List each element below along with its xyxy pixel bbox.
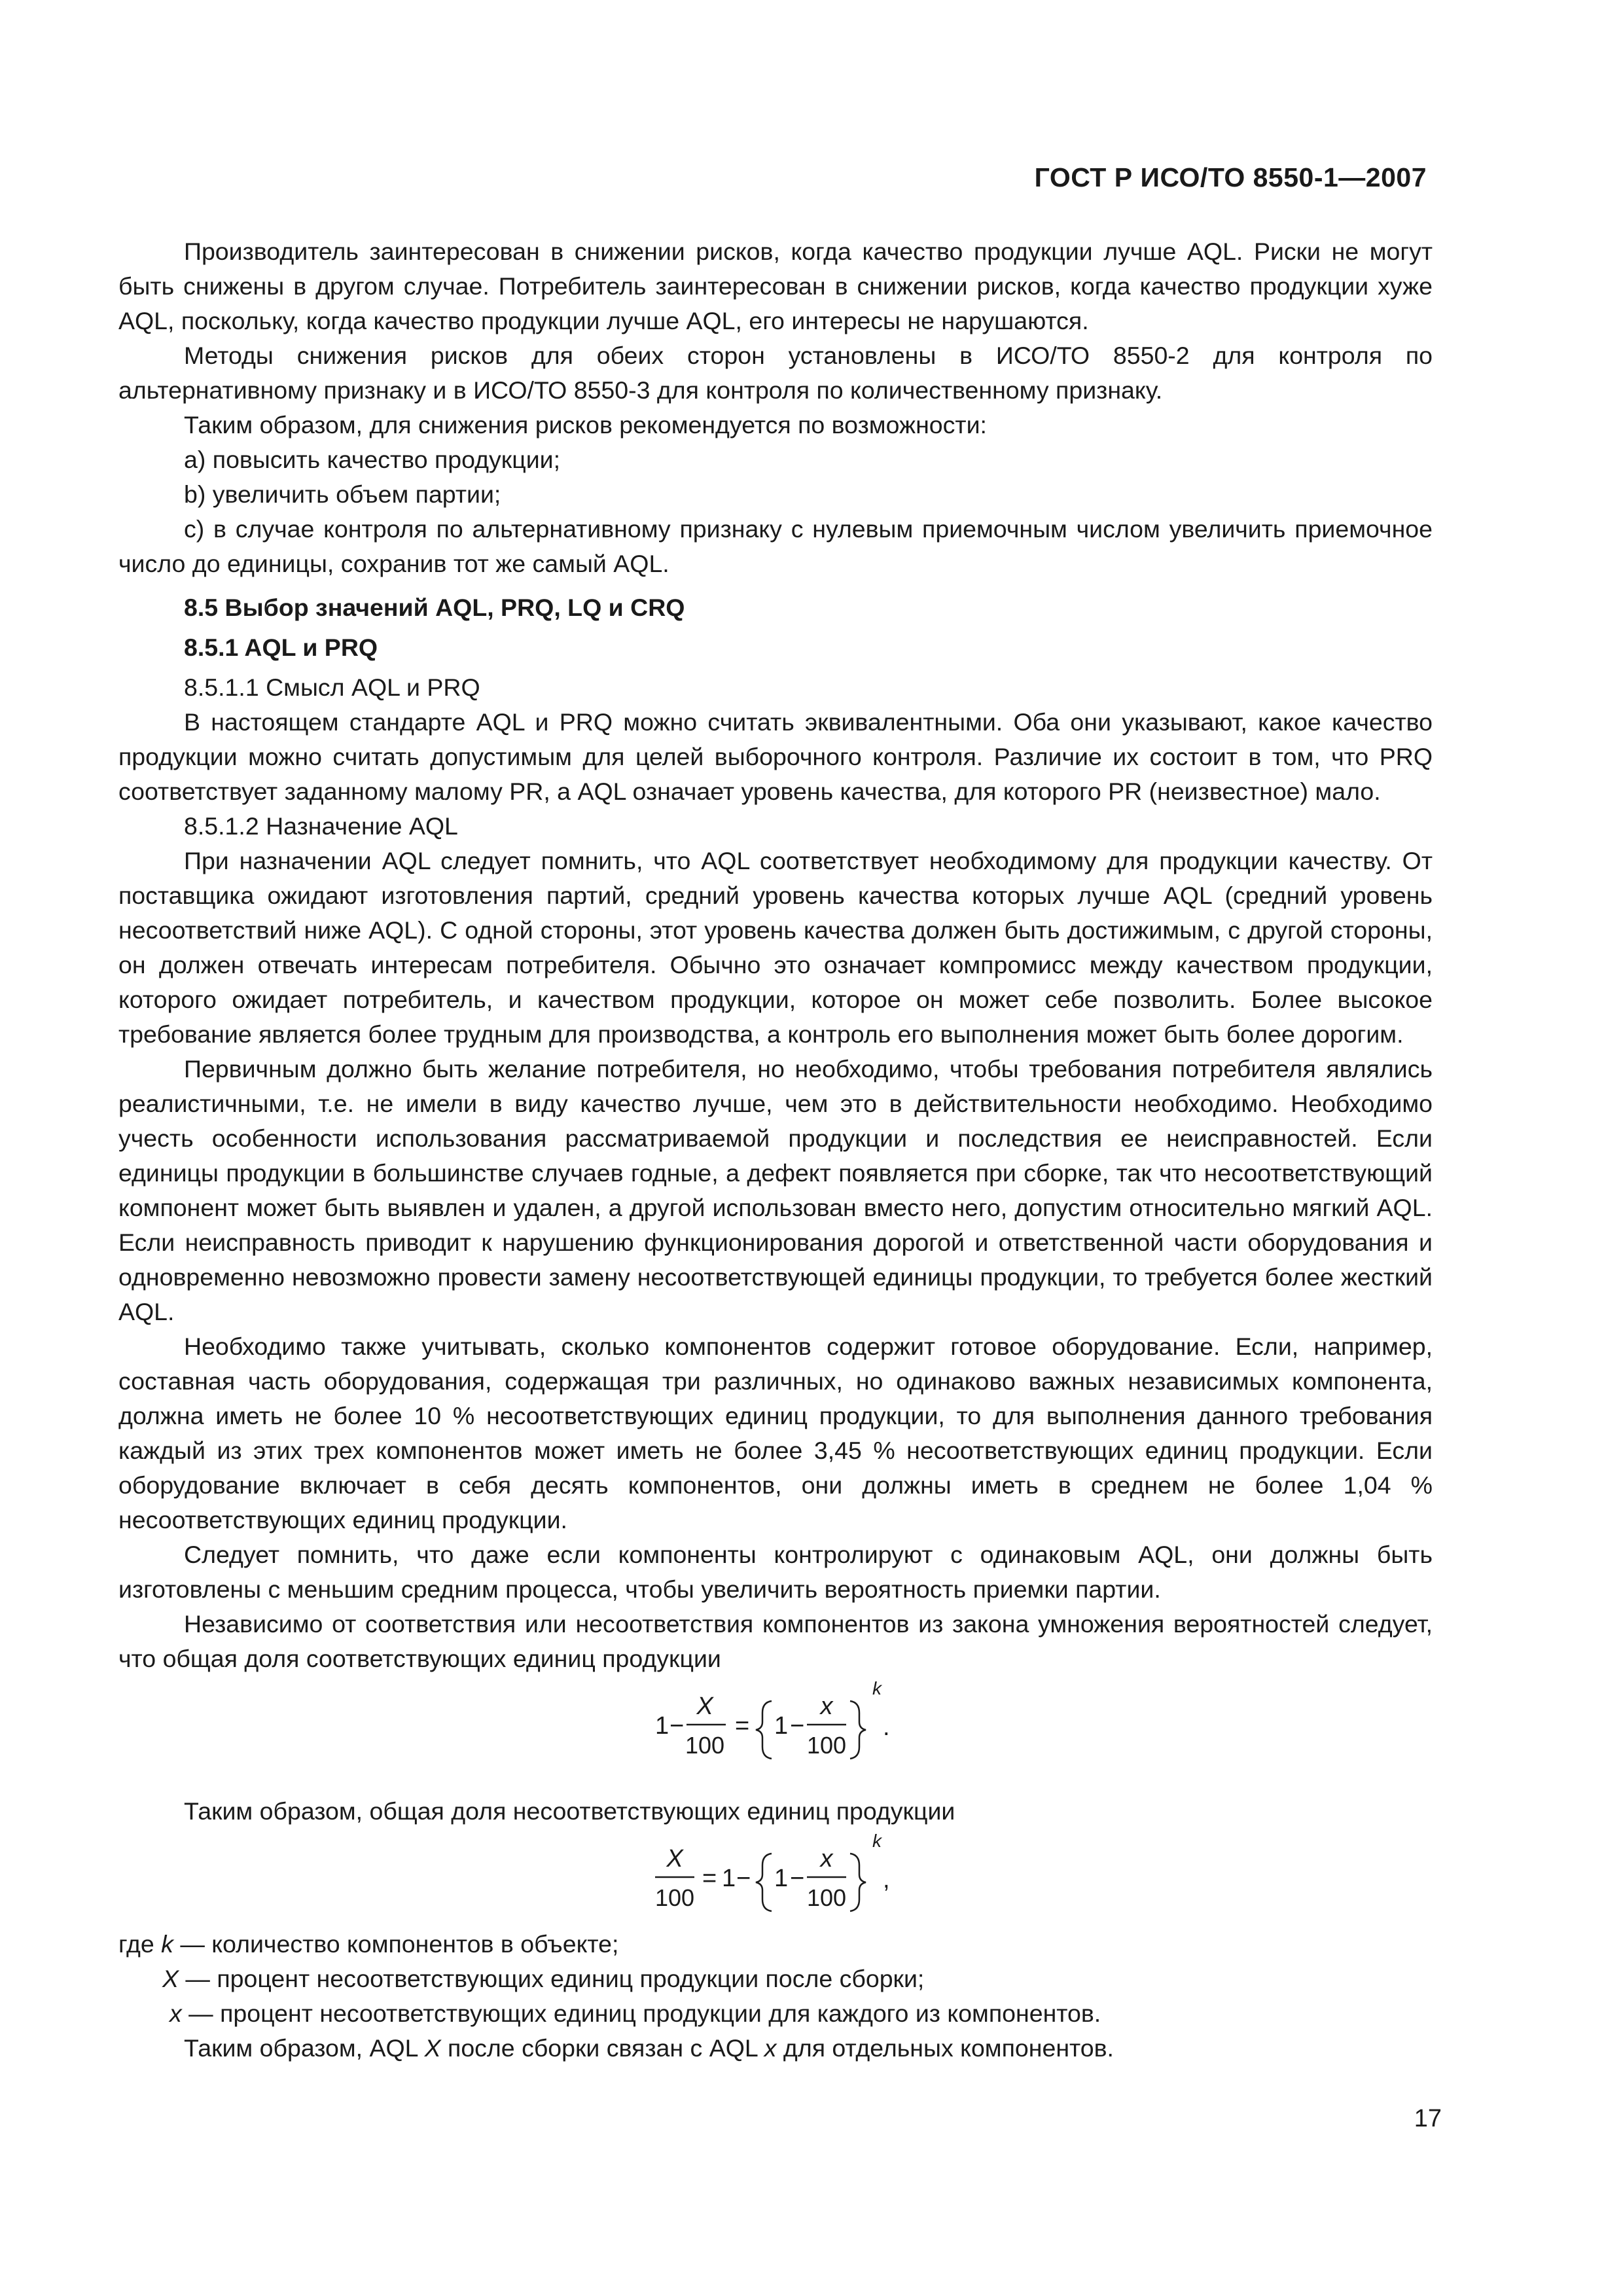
subsection-heading: 8.5.1 AQL и PRQ	[184, 634, 378, 661]
paragraph: При назначении AQL следует помнить, что AQL соответствует необходимому для продукции качеству. От поставщика ожидают изготовления партий, средний уровень качества которых лучше AQL (средний уровень несоответствий ниже AQL). С одной стороны, этот уровень качества должен быть достижимым, с другой стороны, он должен отвечать интересам потребителя. Обычно это означает компромисс между качеством продукции, которого ожидает потребитель, и качеством продукции, которое он может себе позволить. Более высокое требование является более трудным для производства, а контроль его выполнения может быть более дорогим.	[118, 847, 1433, 1048]
paragraph: Следует помнить, что даже если компоненты контролируют с одинаковым AQL, они должны быть изготовлены с меньшим средним процесса, чтобы увеличить вероятность приемки партии.	[118, 1541, 1433, 1603]
left-brace	[756, 1854, 772, 1911]
formula-term: x	[820, 1845, 833, 1873]
document-body	[118, 234, 1433, 2066]
page-number: 17	[1414, 2105, 1442, 2132]
paragraph: Независимо от соответствия или несоответствия компонентов из закона умножения вероятностей следует, что общая доля соответствующих единиц продукции	[118, 1610, 1433, 1672]
document-header: ГОСТ Р ИСО/ТО 8550-1—2007	[1034, 162, 1427, 192]
formula-term: x	[820, 1693, 833, 1720]
list-item: a) повысить качество продукции;	[184, 446, 561, 473]
formula-term: 100	[806, 1884, 847, 1911]
paragraph: Первичным должно быть желание потребителя, но необходимо, чтобы требования потребителя являлись реалистичными, т.е. не имели в виду качество лучше, чем это в действительности необходимо. Необходимо учесть особенности использования рассматриваемой продукции и последствия ее неисправностей. Если единицы продукции в большинстве случаев годные, а дефект появляется при сборке, так что несоответствующий компонент может быть выявлен и удален, а другой использован вместо него, допустим относительно мягкий AQL. Если неисправность приводит к нарушению функционирования дорогой и ответственной части оборудования и одновременно невозможно провести замену несоответствующей единицы продукции, то требуется более жесткий AQL.	[118, 1055, 1433, 1325]
formula-operator: −	[790, 1712, 805, 1740]
formula-conforming-fraction	[118, 1676, 1433, 1774]
formula-operator: −	[790, 1865, 805, 1892]
formula-2-graphic	[118, 1829, 1433, 1927]
formula-term: 1	[774, 1712, 789, 1740]
paragraph: Таким образом, для снижения рисков рекомендуется по возможности:	[184, 411, 987, 439]
clause-title: 8.5.1.1 Смысл AQL и PRQ	[184, 673, 480, 701]
formula-term: 1	[774, 1865, 789, 1892]
paragraph: Таким образом, AQL X после сборки связан с AQL x для отдельных компонентов.	[184, 2034, 1114, 2062]
formula-term: 1	[722, 1865, 736, 1892]
formula-nonconforming-fraction	[118, 1829, 1433, 1927]
formula-term: 1	[655, 1712, 669, 1740]
variable-k: k	[161, 1930, 173, 1958]
formula-punctuation: ,	[883, 1866, 890, 1893]
formula-1-graphic	[118, 1676, 1433, 1774]
section-heading: 8.5 Выбор значений AQL, PRQ, LQ и CRQ	[184, 594, 685, 621]
paragraph: В настоящем стандарте AQL и PRQ можно считать эквивалентными. Оба они указывают, какое качество продукции можно считать допустимым для целей выборочного контроля. Различие их состоит в том, что PRQ соответствует заданному малому PR, а AQL означает уровень качества, для которого PR (неизвестное) мало.	[118, 708, 1433, 805]
right-brace	[850, 1701, 866, 1759]
formula-term: 100	[654, 1884, 695, 1911]
clause-title: 8.5.1.2 Назначение AQL	[184, 812, 458, 840]
list-item: b) увеличить объем партии;	[184, 480, 501, 508]
variable-x: x	[169, 2000, 182, 2027]
right-brace	[850, 1854, 866, 1911]
formula-exponent: k	[872, 1831, 882, 1851]
formula-operator: −	[736, 1865, 751, 1892]
left-brace	[756, 1701, 772, 1759]
formula-term: 100	[806, 1732, 847, 1759]
formula-exponent: k	[872, 1678, 882, 1698]
paragraph: Таким образом, общая доля несоответствующих единиц продукции	[184, 1797, 955, 1825]
definition-X: X — процент несоответствующих единиц продукции после сборки;	[162, 1965, 925, 1992]
formula-operator: =	[702, 1865, 717, 1892]
formula-operator: =	[735, 1712, 750, 1740]
list-item: c) в случае контроля по альтернативному признаку с нулевым приемочным числом увеличить приемочное число до единицы, сохранив тот же самый AQL.	[118, 515, 1433, 577]
variable-X: X	[162, 1965, 179, 1992]
definition-x: x — процент несоответствующих единиц продукции для каждого из компонентов.	[169, 2000, 1101, 2027]
paragraph: Производитель заинтересован в снижении рисков, когда качество продукции лучше AQL. Риски не могут быть снижены в другом случае. Потребитель заинтересован в снижении рисков, когда качество продукции хуже AQL, поскольку, когда качество продукции лучше AQL, его интересы не нарушаются.	[118, 238, 1433, 334]
formula-term: X	[666, 1845, 683, 1873]
formula-term: X	[696, 1693, 713, 1720]
formula-term: 100	[685, 1732, 725, 1759]
formula-operator: −	[669, 1712, 685, 1740]
paragraph: Методы снижения рисков для обеих сторон установлены в ИСО/ТО 8550-2 для контроля по альтернативному признаку и в ИСО/ТО 8550-3 для контроля по количественному признаку.	[118, 342, 1433, 404]
paragraph: Необходимо также учитывать, сколько компонентов содержит готовое оборудование. Если, например, составная часть оборудования, содержащая три различных, но одинаково важных независимых компонента, должна иметь не более 10 % несоответствующих единиц продукции, то для выполнения данного требования каждый из этих трех компонентов может иметь не более 3,45 % несоответствующих единиц продукции. Если оборудование включает в себя десять компонентов, они должны иметь в среднем не более 1,04 % несоответствующих единиц продукции.	[118, 1333, 1433, 1534]
formula-punctuation: .	[883, 1713, 890, 1741]
definition-k: где k — количество компонентов в объекте;	[118, 1930, 619, 1958]
